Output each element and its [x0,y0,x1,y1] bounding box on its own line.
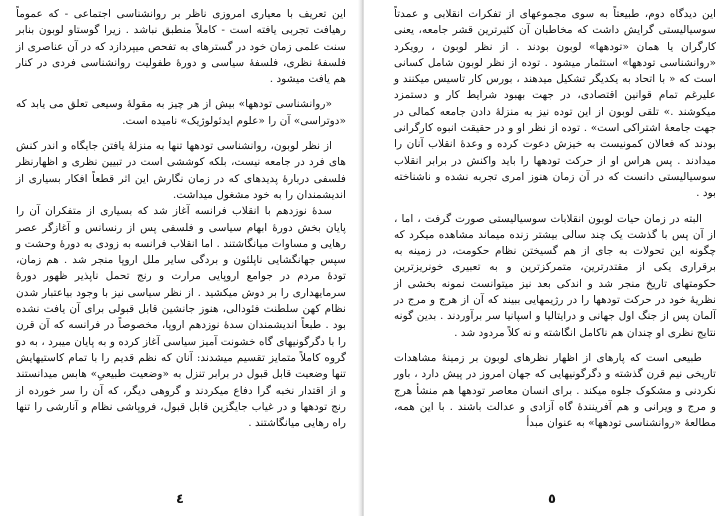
page-number-right: ٥ [548,492,556,507]
left-paragraph-1: این تعریف با معیاری امروزی ناظر بر روانشناسی اجتماعی - که عموماً رهیافت تجربی یافته است - کاملاً منطبق نباشد . زیرا گوستاو لوبون بنابر سنت علمی زمان خود در گسترهای به تفحص میپردازد که در آن عناصری از فلسفهٔ نظری، فلسفهٔ سیاسی و دورهٔ طفولیت روانشناسی فردی در کنار هم یافت میشود . [16,8,346,86]
right-page [364,0,727,516]
right-paragraph-1: این دیدگاه دوم، طبیعتاً به سوی مجموعهای از تفکرات انقلابی و عمدتاً سوسیالیستی گرایش داشت که مخاطبان آن کثیرترین قشر جامعه، یعنی کارگران یا همان «تودهها» لوبون بودند . از نظر لوبون ، رویکرد «روانشناسی تودهها» استثمار میشود . توده از نظر لوبون شامل کسانی است که « با اتحاد به یکدیگر تشکیل میدهند ، بورس کار تاسیس میکنند و علیرغم تمام قوانین اقتصادی، در جهت بهبود شرایط کار و دستمزد میکوشند .» تلقی لوبون از این توده نیز به منزلهٔ دادن جامعه کمالی در جهت جامعهٔ اشتراکی است» . توده از نظر او و در حقیقت انبوه کارگرانی بودند که فعالان کمونیست به خیزش دعوت کرده و وعدهٔ انقلاب آنان را میدادند . پس هراس او از حرکت تودهها را باید واکنش در برابر انقلاب سوسیالیستی دانست که در آن زمان هنوز امری تجربه نشده و ناشناخته بود . [394,8,716,200]
right-paragraph-2: البته در زمان حیات لوبون انقلابات سوسیالیستی صورت گرفت ، اما ، از آن پس با گذشت یک چند سالی بیشتر زنده میماند مشاهده میکرد که چگونه این تحولات به جای از هم گسیختن نظام حکومت، در زمینه به برقراری یکی از مقتدرترین، متمرکزترین و به تعبیری خونریزترین حکومتهای تاریخ منجر شد و اندکی بعد نیز میتوانست نمونه بخشی از نظریهٔ خود در حرکت تودهها را در رژیمهایی ببیند که آن از هرج و مرج در آلمان پس از جنگ اول جهانی و درایتالیا و اسپانیا سر برآوردند . بدین گونه نتایج نظری او چندان هم ناکامل انگاشته و نه کلاً مردود شد . [394,212,716,339]
left-paragraph-4: سدهٔ نوزدهم با انقلاب فرانسه آغاز شد که بسیاری از متفکران آن را پایان بخش دورهٔ ابهام سیاسی و فلسفی پس از رنسانس و آغازگر عصر رهایی و مساوات میانگاشتند . اما انقلاب فرانسه به زودی به دورهٔ وحشت و سپس جهانگشایی ناپلئون و بردگی سایر ملل اروپا منجر شد . هم زمان، تودهٔ مردم در جوامع اروپایی مرارت و رنج تحمل ناپذیر ظهور دورهٔ سرمایهداری را بر دوش میکشید . از نظر سیاسی نیز با وجود بیاعتبار شدن نظام کهن سلطنت فئودالی، هنوز جانشین قابل قبولی برای آن یافت نشده بود . طبعاً اندیشمندان سدهٔ نوزدهم اروپا، مخصوصاً در فرانسه که آن قرن را با دگرگونیهای گاه خشونت آمیز سیاسی آغاز کرده و به پایان میبرد ، به دو گروه کاملاً متمایز تقسیم میشدند: آنان که نظم قدیم را با تمام کاستیهایش تنها وضعیت قابل قبول در برابر تنزل به «وضعیت طبیعیِ» هابس میدانستند و از اقتدار نخبه گرا دفاع میکردند و گروهی دیگر، که آن را سر خورده از رنج تودهها و در غیاب جایگزین قابل قبول، فروپاشی نظام و آنارشی را تنها راه رهایی میانگاشتند . [16,205,346,430]
right-paragraph-3: طبیعی است که پارهای از اظهار نظرهای لوبون بر زمینهٔ مشاهدات تاریخی نیم قرن گذشته و دگرگونیهایی که جهان امروز در پیش دارد ، باور نکردنی و مشکوک جلوه میکند . برای انسان معاصر تودهها هم منشأ هرج و مرج و ویرانی و هم آفرینندهٔ گاه آزادی و عدالت باشند . با این همه، مطالعهٔ «روانشناسی تودهها» به عنوان مبدأ [394,351,716,430]
left-page-text [16,6,346,431]
left-paragraph-2: «روانشناسی تودهها» بیش از هر چیز به مقولهٔ وسیعی تعلق می یابد که «دوتراسی» آن را «علوم ایدئولوژیک» نامیده است. [16,98,346,127]
left-paragraph-3: از نظر لوبون، روانشناسی تودهها تنها به منزلهٔ یافتن جایگاه و اندر کنش های فرد در جامعه نیست، بلکه کوششی است در تبیین نظری و اظهارنظر فلسفی دربارهٔ پدیدهای که در زمان نگارش این اثر قطعاً افکار بسیاری از اندیشمندان را به خود مشغول میداشت. [16,140,346,201]
right-page-text [394,6,716,431]
page-number-left: ٤ [176,492,184,507]
left-page [0,0,360,516]
